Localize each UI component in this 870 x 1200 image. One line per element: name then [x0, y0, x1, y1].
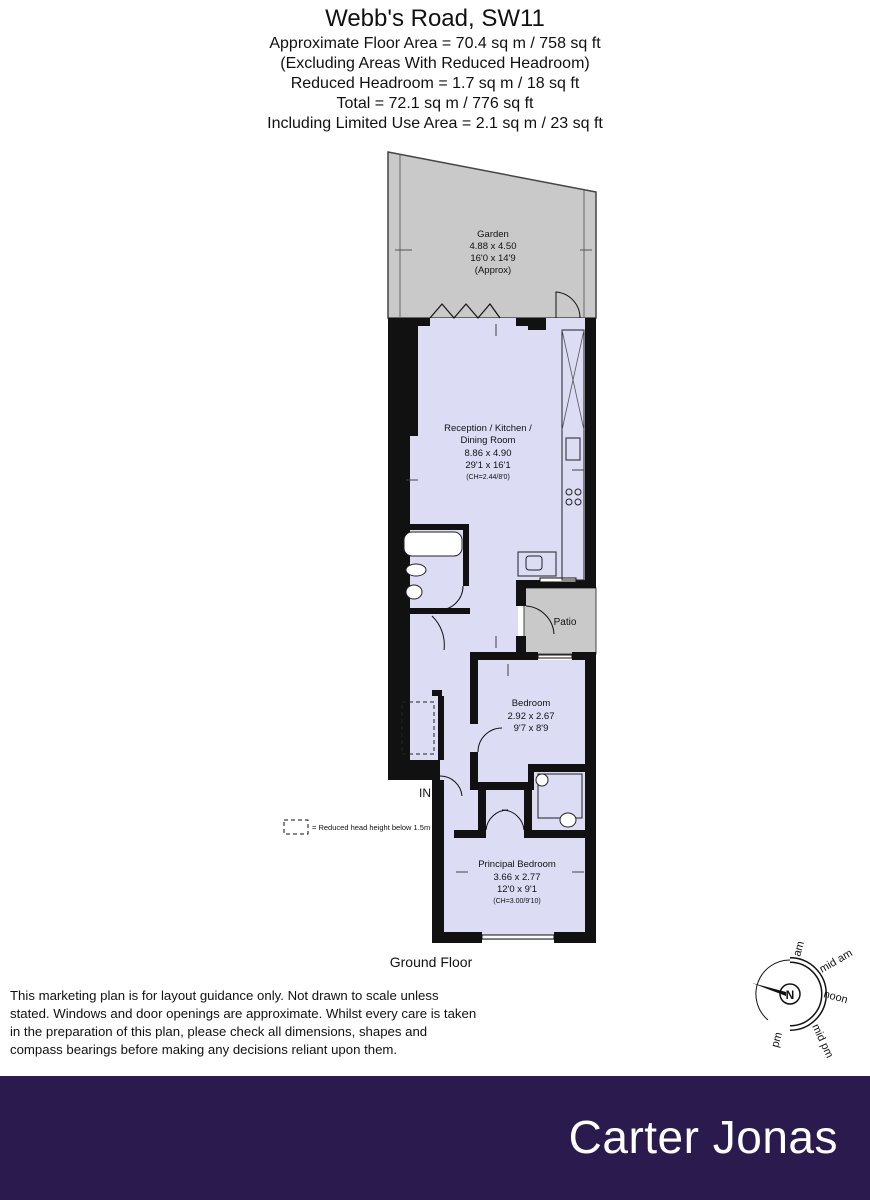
compass-noon: noon: [822, 988, 849, 1007]
bedroom-label: Bedroom: [511, 698, 551, 709]
reception-metric: 8.86 x 4.90: [464, 448, 512, 459]
property-title: Webb's Road, SW11: [325, 5, 545, 32]
garden-label: Garden: [477, 229, 509, 240]
garden-metric: 4.88 x 4.50: [469, 241, 517, 252]
area-line-3: Reduced Headroom = 1.7 sq m / 18 sq ft: [290, 75, 580, 92]
compass-mid-pm: mid pm: [809, 1022, 836, 1060]
area-line-2: (Excluding Areas With Reduced Headroom): [280, 55, 590, 72]
principal-bedroom-metric: 3.66 x 2.77: [493, 872, 541, 883]
legend-text: = Reduced head height below 1.5m: [312, 823, 431, 832]
principal-bedroom-ceiling: (CH=3.00/9'10): [493, 898, 541, 905]
area-line-1: Approximate Floor Area = 70.4 sq m / 758 sq ft: [269, 35, 601, 52]
compass-rose: [752, 940, 855, 1060]
compass-am: am: [791, 939, 807, 958]
compass-pm: pm: [769, 1030, 785, 1049]
compass-north-label: N: [785, 988, 795, 1002]
floor-label: Ground Floor: [389, 954, 473, 970]
reception-ceiling: (CH=2.44/8'0): [466, 474, 510, 481]
brand-footer: [0, 1076, 870, 1200]
disclaimer-text: This marketing plan is for layout guidance only. Not drawn to scale unless stated. Windows and door openings are approximate. Whilst every care is taken in the preparation of this plan, please check all dimensions, shapes and compass bearings before making any decisions reliant upon them.: [10, 988, 477, 1057]
reception-label-2: Dining Room: [460, 435, 516, 446]
reduced-headroom-legend-swatch: [284, 820, 308, 834]
bedroom-metric: 2.92 x 2.67: [507, 711, 555, 722]
entrance-label: IN: [419, 786, 431, 800]
garden-imperial: 16'0 x 14'9: [470, 253, 516, 264]
reception-label-1: Reception / Kitchen /: [444, 423, 532, 434]
patio-label: Patio: [553, 617, 577, 628]
area-line-4: Total = 72.1 sq m / 776 sq ft: [336, 95, 534, 112]
area-line-5: Including Limited Use Area = 2.1 sq m / 23 sq ft: [267, 115, 603, 132]
compass-mid-am: mid am: [817, 947, 855, 976]
bedroom-imperial: 9'7 x 8'9: [513, 723, 549, 734]
principal-bedroom-label: Principal Bedroom: [478, 859, 556, 870]
reception-imperial: 29'1 x 16'1: [465, 460, 511, 471]
principal-bedroom-imperial: 12'0 x 9'1: [496, 884, 538, 895]
garden-note: (Approx): [474, 265, 512, 276]
brand-logo: Carter Jonas: [568, 1111, 838, 1163]
